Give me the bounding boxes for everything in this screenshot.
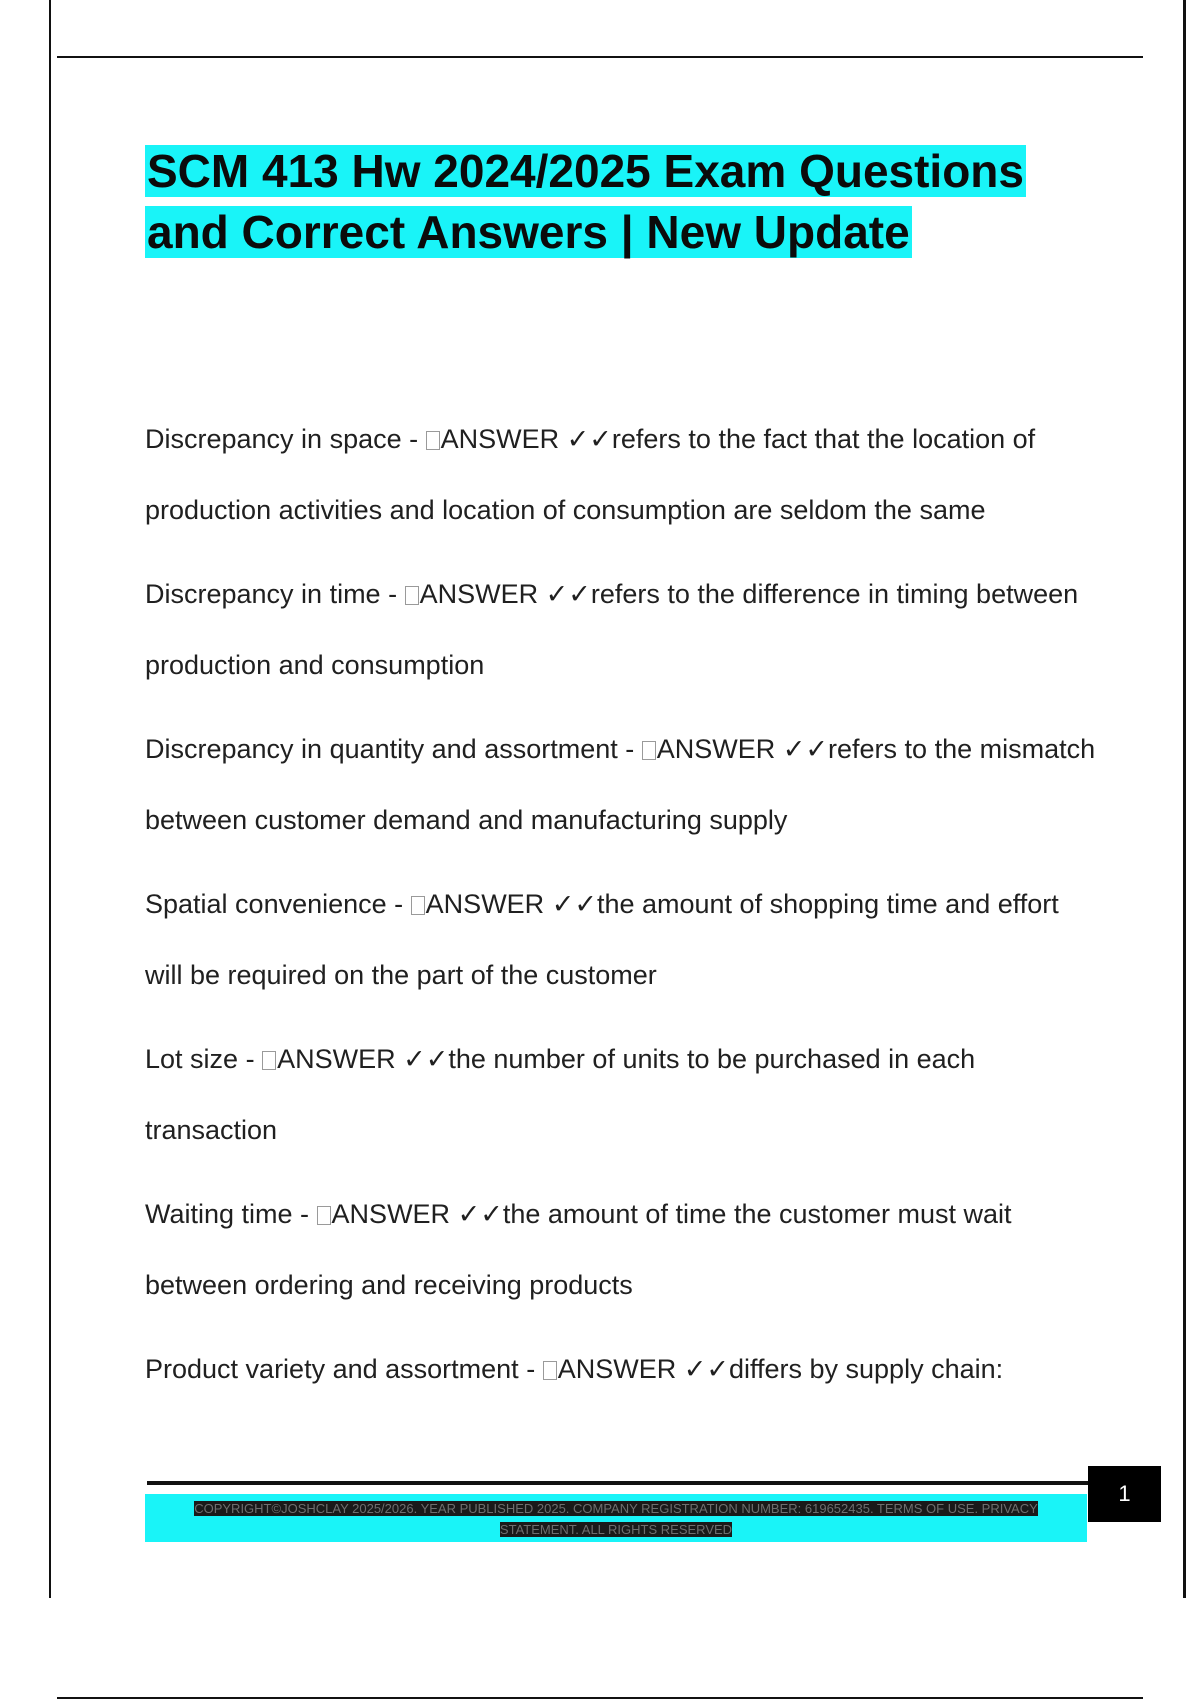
empty-box-icon bbox=[543, 1361, 557, 1380]
qa-item bbox=[145, 1334, 1100, 1405]
bottom-rule bbox=[57, 1697, 1143, 1699]
page-left-border bbox=[49, 0, 51, 1598]
checkmark-icon: ✓✓ bbox=[545, 579, 591, 609]
qa-answer: the number of units to be purchased in each transaction bbox=[145, 1044, 976, 1145]
qa-item bbox=[145, 404, 1100, 546]
page-right-border bbox=[1183, 0, 1186, 1598]
answer-label: ANSWER bbox=[331, 1199, 451, 1229]
qa-item bbox=[145, 1024, 1100, 1166]
qa-term: Lot size bbox=[145, 1044, 239, 1074]
answer-label: ANSWER bbox=[419, 579, 539, 609]
empty-box-icon bbox=[411, 896, 425, 915]
qa-answer: the amount of shopping time and effort will be required on the part of the customer bbox=[145, 889, 1059, 990]
qa-term: Spatial convenience bbox=[145, 889, 387, 919]
qa-term: Discrepancy in time bbox=[145, 579, 381, 609]
qa-separator: - bbox=[617, 734, 642, 764]
page-number: 1 bbox=[1088, 1466, 1161, 1522]
qa-answer: refers to the mismatch between customer demand and manufacturing supply bbox=[145, 734, 1096, 835]
empty-box-icon bbox=[405, 586, 419, 605]
qa-list bbox=[145, 404, 1100, 1418]
checkmark-icon: ✓✓ bbox=[551, 889, 597, 919]
qa-answer: the amount of time the customer must wait between ordering and receiving products bbox=[145, 1199, 1012, 1300]
answer-label: ANSWER bbox=[440, 424, 560, 454]
empty-box-icon bbox=[642, 741, 656, 760]
qa-separator: - bbox=[292, 1199, 317, 1229]
qa-item bbox=[145, 869, 1100, 1011]
answer-label: ANSWER bbox=[277, 1044, 396, 1074]
checkmark-icon: ✓✓ bbox=[566, 424, 612, 454]
qa-term: Waiting time bbox=[145, 1199, 293, 1229]
footer-rule bbox=[147, 1481, 1089, 1485]
qa-item bbox=[145, 1179, 1100, 1321]
checkmark-icon: ✓✓ bbox=[403, 1044, 449, 1074]
footer-copyright bbox=[160, 1498, 1072, 1540]
footer-copyright-text: COPYRIGHT©JOSHCLAY 2025/2026. YEAR PUBLISHED 2025. COMPANY REGISTRATION NUMBER: 619652435. TERMS OF USE. PRIVACY STATEMENT. ALL RIGHTS RESERVED bbox=[194, 1501, 1038, 1537]
qa-item bbox=[145, 714, 1100, 856]
checkmark-icon: ✓✓ bbox=[457, 1199, 503, 1229]
checkmark-icon: ✓✓ bbox=[782, 734, 829, 764]
answer-label: ANSWER bbox=[557, 1354, 677, 1384]
empty-box-icon bbox=[262, 1051, 276, 1070]
document-title-text: SCM 413 Hw 2024/2025 Exam Questions and Correct Answers | New Update bbox=[147, 145, 1024, 258]
qa-item bbox=[145, 559, 1100, 701]
checkmark-icon: ✓✓ bbox=[683, 1354, 729, 1384]
qa-separator: - bbox=[386, 889, 411, 919]
answer-label: ANSWER bbox=[656, 734, 776, 764]
answer-label: ANSWER bbox=[425, 889, 545, 919]
qa-term: Discrepancy in quantity and assortment bbox=[145, 734, 618, 764]
qa-term: Product variety and assortment bbox=[145, 1354, 519, 1384]
empty-box-icon bbox=[426, 431, 440, 450]
qa-answer: refers to the difference in timing between production and consumption bbox=[145, 579, 1079, 680]
qa-answer: refers to the fact that the location of production activities and location of consumption are seldom the same bbox=[145, 424, 1036, 525]
qa-separator: - bbox=[401, 424, 426, 454]
qa-separator: - bbox=[238, 1044, 263, 1074]
qa-answer: differs by supply chain: bbox=[728, 1354, 1004, 1384]
document-title bbox=[145, 141, 1105, 263]
qa-term: Discrepancy in space bbox=[145, 424, 402, 454]
qa-separator: - bbox=[380, 579, 405, 609]
empty-box-icon bbox=[317, 1206, 331, 1225]
qa-separator: - bbox=[518, 1354, 543, 1384]
header-rule bbox=[57, 56, 1143, 58]
